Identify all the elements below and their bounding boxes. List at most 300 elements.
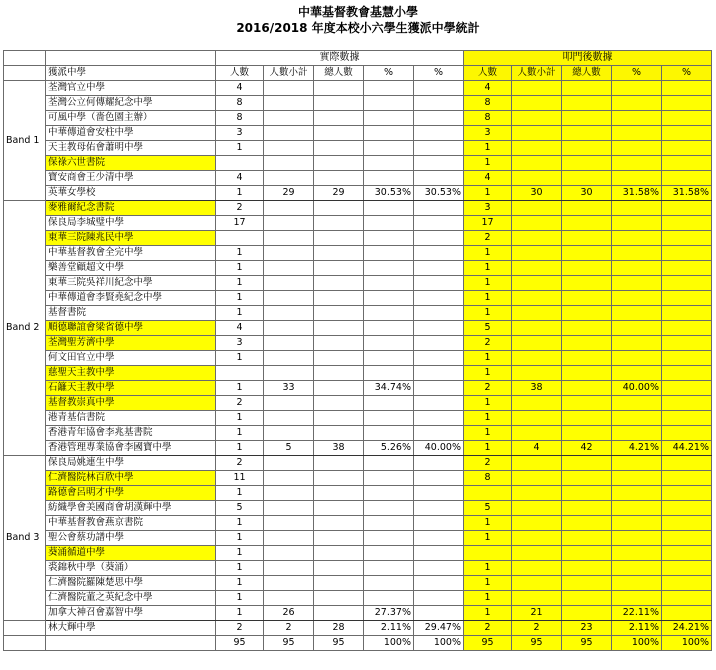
appeal-cell (562, 246, 612, 261)
appeal-cell (662, 426, 712, 441)
appeal-cell: 1 (464, 561, 512, 576)
table-row (4, 576, 712, 591)
actual-cell (364, 111, 414, 126)
school-name: 石籬天主教中學 (46, 381, 216, 396)
appeal-cell (562, 591, 612, 606)
appeal-cell (612, 111, 662, 126)
actual-cell (264, 81, 314, 96)
table-row (4, 246, 712, 261)
band-label: Band 1 (4, 81, 46, 201)
appeal-cell (512, 471, 562, 486)
appeal-cell (662, 366, 712, 381)
actual-cell (314, 156, 364, 171)
band-label: Band 2 (4, 201, 46, 456)
table-row (4, 546, 712, 561)
actual-cell: 1 (216, 291, 264, 306)
appeal-cell (562, 216, 612, 231)
actual-cell (364, 471, 414, 486)
school-name: 何文田官立中學 (46, 351, 216, 366)
appeal-cell (662, 516, 712, 531)
actual-cell: 2 (216, 396, 264, 411)
appeal-cell (512, 561, 562, 576)
appeal-cell (562, 321, 612, 336)
appeal-cell (512, 171, 562, 186)
appeal-cell (612, 201, 662, 216)
appeal-cell (612, 456, 662, 471)
school-name: 樂善堂顧超文中學 (46, 261, 216, 276)
actual-cell: 1 (216, 546, 264, 561)
table-row (4, 306, 712, 321)
actual-cell (414, 201, 464, 216)
actual-cell (264, 96, 314, 111)
actual-cell (314, 231, 364, 246)
actual-cell: 1 (216, 276, 264, 291)
appeal-cell: 1 (464, 576, 512, 591)
appeal-cell (512, 411, 562, 426)
appeal-cell (662, 201, 712, 216)
total-row (4, 636, 712, 651)
school-name: 聖公會蔡功譜中學 (46, 531, 216, 546)
appeal-cell (562, 336, 612, 351)
appeal-cell (662, 276, 712, 291)
appeal-cell (662, 246, 712, 261)
table-row (4, 606, 712, 621)
appeal-cell (662, 156, 712, 171)
actual-cell (314, 576, 364, 591)
actual-cell (364, 486, 414, 501)
appeal-cell (662, 396, 712, 411)
actual-cell: 1 (216, 186, 264, 201)
actual-cell (314, 456, 364, 471)
col-header: 總人數 (314, 66, 364, 81)
appeal-cell (562, 276, 612, 291)
actual-cell: 1 (216, 306, 264, 321)
appeal-cell (512, 366, 562, 381)
appeal-cell (562, 126, 612, 141)
actual-cell (314, 501, 364, 516)
actual-cell (364, 516, 414, 531)
appeal-cell: 1 (464, 351, 512, 366)
appeal-cell: 4 (512, 441, 562, 456)
actual-cell (264, 576, 314, 591)
actual-cell (414, 81, 464, 96)
appeal-cell: 1 (464, 261, 512, 276)
school-name: 仁濟醫院羅陳楚思中學 (46, 576, 216, 591)
band-label: Band 3 (4, 456, 46, 621)
appeal-cell (512, 126, 562, 141)
table-row (4, 96, 712, 111)
actual-cell (364, 246, 414, 261)
group-header-row (4, 51, 712, 66)
actual-cell (264, 126, 314, 141)
actual-cell (216, 156, 264, 171)
actual-cell (414, 231, 464, 246)
appeal-cell (562, 606, 612, 621)
actual-cell (264, 561, 314, 576)
table-row (4, 381, 712, 396)
actual-cell (216, 231, 264, 246)
actual-cell (264, 321, 314, 336)
actual-cell (414, 336, 464, 351)
school-name: 保祿六世書院 (46, 156, 216, 171)
actual-cell (364, 351, 414, 366)
school-name: 東華三院吳祥川紀念中學 (46, 276, 216, 291)
actual-cell: 1 (216, 246, 264, 261)
actual-cell (264, 336, 314, 351)
col-header: 總人數 (562, 66, 612, 81)
actual-cell (314, 81, 364, 96)
actual-cell (314, 546, 364, 561)
appeal-cell (562, 561, 612, 576)
actual-cell (264, 366, 314, 381)
appeal-cell (612, 321, 662, 336)
appeal-cell (562, 366, 612, 381)
col-header: % (414, 66, 464, 81)
table-row (4, 156, 712, 171)
actual-cell: 1 (216, 426, 264, 441)
school-name: 順德聯誼會梁省德中學 (46, 321, 216, 336)
actual-cell (364, 366, 414, 381)
actual-cell: 5.26% (364, 441, 414, 456)
school-name: 中華基督教會燕京書院 (46, 516, 216, 531)
appeal-cell (512, 531, 562, 546)
actual-cell: 1 (216, 591, 264, 606)
appeal-cell (512, 486, 562, 501)
appeal-cell (512, 396, 562, 411)
col-header: % (364, 66, 414, 81)
appeal-cell: 2 (464, 621, 512, 636)
appeal-cell (562, 81, 612, 96)
appeal-cell: 1 (464, 366, 512, 381)
actual-cell (314, 336, 364, 351)
actual-cell (414, 546, 464, 561)
actual-cell (364, 546, 414, 561)
actual-cell (364, 276, 414, 291)
actual-cell: 1 (216, 441, 264, 456)
appeal-cell: 4 (464, 81, 512, 96)
appeal-cell (512, 546, 562, 561)
actual-cell (414, 426, 464, 441)
actual-cell (314, 246, 364, 261)
col-header: 人數小計 (512, 66, 562, 81)
appeal-cell (662, 321, 712, 336)
appeal-cell (612, 261, 662, 276)
appeal-cell (662, 336, 712, 351)
actual-cell: 3 (216, 126, 264, 141)
appeal-cell (512, 456, 562, 471)
appeal-cell (662, 216, 712, 231)
school-name: 天主教母佑會蕭明中學 (46, 141, 216, 156)
appeal-cell: 1 (464, 591, 512, 606)
table-row (4, 291, 712, 306)
col-header: 人數小計 (264, 66, 314, 81)
actual-cell (364, 531, 414, 546)
actual-cell (314, 321, 364, 336)
school-column-header: 獲派中學 (46, 66, 216, 81)
actual-cell: 2 (216, 201, 264, 216)
table-row (4, 186, 712, 201)
actual-cell (414, 141, 464, 156)
appeal-cell: 2.11% (612, 621, 662, 636)
appeal-cell (612, 516, 662, 531)
actual-cell (264, 351, 314, 366)
actual-cell (364, 261, 414, 276)
appeal-cell: 4 (464, 171, 512, 186)
appeal-cell: 1 (464, 291, 512, 306)
school-name: 可風中學（嗇色園主辦） (46, 111, 216, 126)
appeal-cell: 2 (464, 456, 512, 471)
actual-cell: 5 (216, 501, 264, 516)
actual-cell (364, 171, 414, 186)
appeal-cell: 31.58% (612, 186, 662, 201)
actual-cell (414, 126, 464, 141)
table-row (4, 336, 712, 351)
appeal-cell: 1 (464, 246, 512, 261)
actual-cell (364, 501, 414, 516)
appeal-cell (512, 291, 562, 306)
school-name: 港青基信書院 (46, 411, 216, 426)
appeal-cell (612, 486, 662, 501)
appeal-cell: 38 (512, 381, 562, 396)
actual-cell: 30.53% (414, 186, 464, 201)
actual-cell (314, 276, 364, 291)
actual-cell (264, 591, 314, 606)
actual-cell: 17 (216, 216, 264, 231)
table-row (4, 396, 712, 411)
appeal-cell: 1 (464, 411, 512, 426)
actual-cell: 1 (216, 606, 264, 621)
appeal-cell (612, 231, 662, 246)
actual-cell (414, 606, 464, 621)
col-header: 人數 (464, 66, 512, 81)
actual-cell: 1 (216, 576, 264, 591)
actual-cell (314, 531, 364, 546)
table-row (4, 171, 712, 186)
appeal-cell (612, 396, 662, 411)
actual-cell (264, 396, 314, 411)
actual-cell (314, 591, 364, 606)
appeal-cell (662, 171, 712, 186)
school-name: 東華三院陳兆民中學 (46, 231, 216, 246)
appeal-cell: 4.21% (612, 441, 662, 456)
appeal-cell (612, 591, 662, 606)
actual-cell (264, 306, 314, 321)
appeal-cell (512, 246, 562, 261)
actual-cell (364, 96, 414, 111)
table-row (4, 426, 712, 441)
actual-cell (414, 366, 464, 381)
appeal-cell: 40.00% (612, 381, 662, 396)
appeal-cell (512, 216, 562, 231)
appeal-cell (562, 141, 612, 156)
appeal-cell (662, 576, 712, 591)
appeal-cell (612, 156, 662, 171)
table-row (4, 276, 712, 291)
appeal-cell (612, 351, 662, 366)
actual-cell (414, 411, 464, 426)
actual-cell: 5 (264, 441, 314, 456)
appeal-cell (464, 546, 512, 561)
actual-cell (414, 501, 464, 516)
actual-cell (314, 111, 364, 126)
appeal-cell (562, 306, 612, 321)
actual-cell: 33 (264, 381, 314, 396)
actual-cell (314, 306, 364, 321)
actual-cell (414, 516, 464, 531)
appeal-cell (612, 291, 662, 306)
table-row (4, 261, 712, 276)
actual-cell (314, 201, 364, 216)
actual-cell (364, 321, 414, 336)
actual-cell (414, 381, 464, 396)
school-name: 路德會呂明才中學 (46, 486, 216, 501)
report-subtitle: 2016/2018 年度本校小六學生獲派中學統計 (236, 21, 480, 35)
appeal-cell: 31.58% (662, 186, 712, 201)
actual-cell (264, 276, 314, 291)
table-row (4, 366, 712, 381)
actual-cell: 2 (216, 456, 264, 471)
actual-cell: 1 (216, 486, 264, 501)
appeal-cell (562, 486, 612, 501)
table-row (4, 531, 712, 546)
actual-cell (414, 171, 464, 186)
appeal-cell (612, 546, 662, 561)
actual-cell: 1 (216, 141, 264, 156)
col-header: 人數 (216, 66, 264, 81)
actual-cell (364, 426, 414, 441)
actual-cell (264, 141, 314, 156)
appeal-cell: 24.21% (662, 621, 712, 636)
table-row (4, 321, 712, 336)
appeal-cell (512, 276, 562, 291)
appeal-cell (562, 426, 612, 441)
appeal-cell (612, 126, 662, 141)
actual-cell (364, 306, 414, 321)
actual-cell (414, 486, 464, 501)
appeal-cell (612, 306, 662, 321)
appeal-cell: 1 (464, 141, 512, 156)
appeal-cell: 3 (464, 126, 512, 141)
actual-cell (264, 231, 314, 246)
actual-cell (414, 306, 464, 321)
actual-cell (264, 261, 314, 276)
appeal-cell (662, 126, 712, 141)
appeal-cell: 3 (464, 201, 512, 216)
actual-cell: 1 (216, 516, 264, 531)
appeal-cell (562, 546, 612, 561)
actual-cell (314, 261, 364, 276)
actual-cell (314, 396, 364, 411)
table-row (4, 486, 712, 501)
total-actual-cell: 95 (264, 636, 314, 651)
actual-cell: 26 (264, 606, 314, 621)
appeal-cell (612, 531, 662, 546)
school-name: 加拿大神召會嘉智中學 (46, 606, 216, 621)
actual-cell (264, 216, 314, 231)
actual-cell (414, 471, 464, 486)
actual-cell: 2 (264, 621, 314, 636)
appeal-cell (512, 501, 562, 516)
table-row (4, 81, 712, 96)
appeal-cell: 2 (464, 336, 512, 351)
appeal-cell: 5 (464, 501, 512, 516)
actual-cell: 1 (216, 381, 264, 396)
actual-cell (364, 231, 414, 246)
school-name: 仁濟醫院董之英紀念中學 (46, 591, 216, 606)
appeal-cell (464, 486, 512, 501)
appeal-cell (512, 306, 562, 321)
school-name: 中華傳道會安柱中學 (46, 126, 216, 141)
actual-cell (414, 156, 464, 171)
appeal-cell (662, 546, 712, 561)
actual-cell (414, 531, 464, 546)
appeal-cell: 21 (512, 606, 562, 621)
school-name: 荃灣公立何傳耀紀念中學 (46, 96, 216, 111)
appeal-data-header: 叩門後數據 (464, 51, 712, 66)
table-row (4, 126, 712, 141)
appeal-cell: 42 (562, 441, 612, 456)
school-name: 中華基督教會全完中學 (46, 246, 216, 261)
column-header-row (4, 66, 712, 81)
actual-cell (264, 411, 314, 426)
appeal-cell (562, 516, 612, 531)
appeal-cell (512, 201, 562, 216)
school-name: 寶安商會王少清中學 (46, 171, 216, 186)
actual-cell: 29.47% (414, 621, 464, 636)
appeal-cell (662, 111, 712, 126)
appeal-cell (562, 351, 612, 366)
total-appeal-cell: 95 (512, 636, 562, 651)
appeal-cell (562, 531, 612, 546)
appeal-cell: 1 (464, 531, 512, 546)
appeal-cell (512, 231, 562, 246)
appeal-cell (662, 531, 712, 546)
appeal-cell: 2 (464, 231, 512, 246)
school-name: 荃灣聖芳濟中學 (46, 336, 216, 351)
appeal-cell (612, 171, 662, 186)
school-name: 林大輝中學 (46, 621, 216, 636)
total-appeal-cell: 100% (662, 636, 712, 651)
appeal-cell (662, 351, 712, 366)
appeal-cell (662, 231, 712, 246)
school-name: 裘錦秋中學（葵涌） (46, 561, 216, 576)
appeal-cell (662, 306, 712, 321)
actual-cell (364, 396, 414, 411)
appeal-cell (612, 366, 662, 381)
actual-cell (264, 486, 314, 501)
table-row (4, 441, 712, 456)
actual-cell (414, 111, 464, 126)
actual-cell (264, 201, 314, 216)
appeal-cell (562, 171, 612, 186)
appeal-cell (512, 426, 562, 441)
actual-cell (264, 156, 314, 171)
actual-cell: 1 (216, 261, 264, 276)
appeal-cell (612, 81, 662, 96)
appeal-cell: 17 (464, 216, 512, 231)
actual-cell (314, 96, 364, 111)
appeal-cell (662, 501, 712, 516)
table-row (4, 111, 712, 126)
table-row (4, 501, 712, 516)
appeal-cell (662, 561, 712, 576)
actual-cell (364, 201, 414, 216)
appeal-cell (612, 501, 662, 516)
appeal-cell (562, 291, 612, 306)
school-name: 基督教崇真中學 (46, 396, 216, 411)
appeal-cell (512, 591, 562, 606)
appeal-cell: 2 (464, 381, 512, 396)
